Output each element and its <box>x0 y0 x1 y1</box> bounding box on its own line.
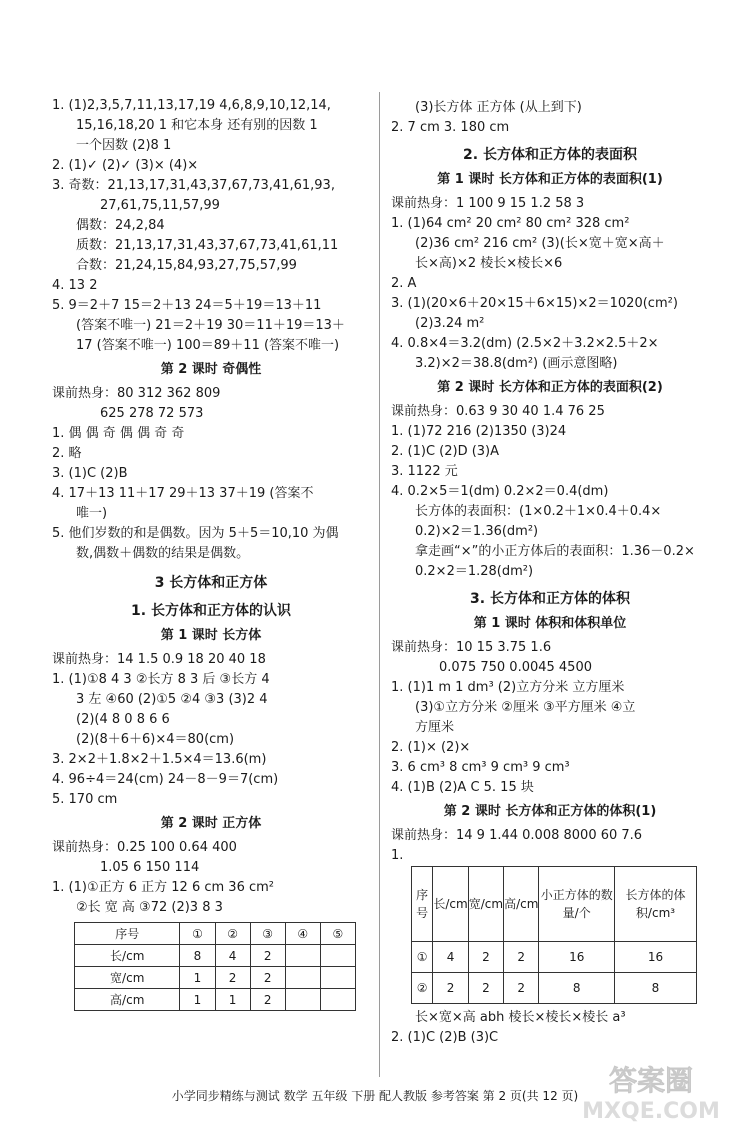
answer-line: 2. (1)C (2)D (3)A <box>391 444 500 459</box>
table-cell: 2 <box>504 942 539 973</box>
watermark-line1: 答案圈 <box>608 1064 694 1097</box>
answer-line: 3. 奇数：21,13,17,31,43,37,67,73,41,61,93, <box>52 178 335 193</box>
table-cell: 16 <box>615 942 697 973</box>
answer-line: 5. 9＝2＋7 15＝2＋13 24＝5＋19＝13＋11 <box>52 298 322 313</box>
table-cell: 1 <box>180 967 215 989</box>
answer-line: 3.2)×2＝38.8(dm²) (画示意图略) <box>415 356 618 371</box>
answer-line: 5. 170 cm <box>52 792 118 807</box>
answer-line: 课前热身：0.25 100 0.64 400 <box>52 840 237 855</box>
subsection-title-surface-area: 2. 长方体和正方体的表面积 <box>463 147 637 163</box>
answer-line: 长×高)×2 棱长×棱长×6 <box>415 256 563 271</box>
table-cell: 2 <box>504 973 539 1004</box>
right-top-answers <box>391 98 709 138</box>
table-header-cell: 宽/cm <box>468 867 503 942</box>
answer-line: 方厘米 <box>415 720 455 735</box>
table-header-cell: 长方体的体积/cm³ <box>615 867 697 942</box>
answer-line: 2. 7 cm 3. 180 cm <box>391 120 510 135</box>
answer-line: 质数：21,13,17,31,43,37,67,73,41,61,11 <box>76 238 339 253</box>
table-header-cell: ⑤ <box>320 923 355 945</box>
answer-line: 0.2×2＝1.28(dm²) <box>415 564 534 579</box>
cube-dimension-table <box>74 922 356 1011</box>
answer-line: (答案不唯一) 21＝2＋19 30＝11＋19＝13＋ <box>76 318 345 333</box>
left-column <box>52 96 370 1015</box>
answer-line: 课前热身：10 15 3.75 1.6 <box>391 640 552 655</box>
watermark-line2: MXQE.COM <box>582 1099 720 1124</box>
table-cell: 高/cm <box>75 989 180 1011</box>
section-title-cube: 第 2 课时 正方体 <box>160 816 262 831</box>
subsection-title-volume: 3. 长方体和正方体的体积 <box>470 591 630 607</box>
formula-answers <box>391 1008 709 1048</box>
table-cell: 长/cm <box>75 945 180 967</box>
answer-line: 1. (1)64 cm² 20 cm² 80 cm² 328 cm² <box>391 216 630 231</box>
table-header-cell: ④ <box>285 923 320 945</box>
table-header-cell: ① <box>180 923 215 945</box>
section-title-area-2: 第 2 课时 长方体和正方体的表面积(2) <box>437 380 663 395</box>
table-header-row <box>412 867 697 942</box>
answer-line: 课前热身：1 100 9 15 1.2 58 3 <box>391 196 585 211</box>
answer-line: 课前热身：14 1.5 0.9 18 20 40 18 <box>52 652 266 667</box>
answer-line: 4. 17＋13 11＋17 29＋13 37＋19 (答案不 <box>52 486 314 501</box>
answer-line: 1. (1)72 216 (2)1350 (3)24 <box>391 424 567 439</box>
cube-answers <box>52 838 370 918</box>
answer-line: 3. 2×2＋1.8×2＋1.5×4＝13.6(m) <box>52 752 267 767</box>
answer-line: 1. (1)①8 4 3 ②长方 8 3 后 ③长方 4 <box>52 672 270 687</box>
answer-line: 1. <box>391 848 404 863</box>
column-divider <box>379 92 380 1077</box>
answer-line: 1. 偶 偶 奇 偶 偶 奇 奇 <box>52 426 185 441</box>
answer-line: 4. 13 2 <box>52 278 98 293</box>
table-header-cell: 高/cm <box>504 867 539 942</box>
section-title-volume-2: 第 2 课时 长方体和正方体的体积(1) <box>443 804 657 819</box>
parity-answers <box>52 384 370 564</box>
table-header-cell: ③ <box>250 923 285 945</box>
table-cell <box>285 945 320 967</box>
answer-line: 625 278 72 573 <box>100 406 204 421</box>
table-header-cell: 序号 <box>412 867 433 942</box>
table-row <box>75 945 356 967</box>
answer-line: 27,61,75,11,57,99 <box>100 198 220 213</box>
table-cell: 2 <box>250 967 285 989</box>
table-cell: 4 <box>215 945 250 967</box>
area1-answers <box>391 194 709 374</box>
answer-line: 4. (1)B (2)A C 5. 15 块 <box>391 780 534 795</box>
answer-line: 3 左 ④60 (2)①5 ②4 ③3 (3)2 4 <box>76 692 268 707</box>
answer-line: (3)①立方分米 ②厘米 ③平方厘米 ④立 <box>415 700 636 715</box>
answer-line: 17 (答案不唯一) 100＝89＋11 (答案不唯一) <box>76 338 340 353</box>
answer-line: (2)(8＋6＋6)×4＝80(cm) <box>76 732 235 747</box>
chapter-title: 3 长方体和正方体 <box>154 575 268 591</box>
area2-answers <box>391 402 709 582</box>
answer-line: (2)(4 8 0 8 6 6 <box>76 712 170 727</box>
answer-line: (3)长方体 正方体 (从上到下) <box>415 100 582 115</box>
table-cell <box>320 989 355 1011</box>
table-cell: 1 <box>215 989 250 1011</box>
section-title-cuboid: 第 1 课时 长方体 <box>160 628 262 643</box>
volume-table <box>411 866 697 1004</box>
answer-line: 3. 6 cm³ 8 cm³ 9 cm³ 9 cm³ <box>391 760 570 775</box>
table-cell: 16 <box>539 942 615 973</box>
answer-line: 0.075 750 0.0045 4500 <box>439 660 592 675</box>
table-cell <box>285 967 320 989</box>
table-cell: 宽/cm <box>75 967 180 989</box>
table-header-cell: 长/cm <box>433 867 468 942</box>
answer-line: 2. (1)× (2)× <box>391 740 471 755</box>
table-cell <box>285 989 320 1011</box>
table-cell: 2 <box>250 989 285 1011</box>
section-title-parity: 第 2 课时 奇偶性 <box>160 362 262 377</box>
answer-line: 拿走画“×”的小正方体后的表面积：1.36－0.2× <box>415 544 695 559</box>
table-header-cell: ② <box>215 923 250 945</box>
answer-line: 数,偶数＋偶数的结果是偶数。 <box>76 546 250 561</box>
answer-line: 2. A <box>391 276 417 291</box>
table-row <box>412 942 697 973</box>
table-header-row <box>75 923 356 945</box>
table-cell: 1 <box>180 989 215 1011</box>
right-column <box>391 98 709 1048</box>
answer-line: 课前热身：80 312 362 809 <box>52 386 221 401</box>
answer-line: ②长 宽 高 ③72 (2)3 8 3 <box>76 900 223 915</box>
answer-line: (2)36 cm² 216 cm² (3)(长×宽＋宽×高＋ <box>415 236 665 251</box>
table-row <box>412 973 697 1004</box>
answer-line: (2)3.24 m² <box>415 316 485 331</box>
table-cell: 2 <box>433 973 468 1004</box>
subsection-title-recognition: 1. 长方体和正方体的认识 <box>131 603 291 619</box>
vol1-answers <box>391 638 709 798</box>
answer-line: 1. (1)①正方 6 正方 12 6 cm 36 cm² <box>52 880 274 895</box>
left-top-answers <box>52 96 370 356</box>
vol2-answers <box>391 826 709 866</box>
watermark-logo <box>556 1060 746 1124</box>
table-cell: 2 <box>468 942 503 973</box>
table-cell: ② <box>412 973 433 1004</box>
answer-line: 2. 略 <box>52 446 82 461</box>
table-cell: 2 <box>215 967 250 989</box>
answer-line: 3. (1)C (2)B <box>52 466 128 481</box>
page-footer: 小学同步精练与测试 数学 五年级 下册 配人教版 参考答案 第 2 页(共 12 页) <box>171 1089 579 1103</box>
answer-line: 3. 1122 元 <box>391 464 458 479</box>
answer-line: 偶数：24,2,84 <box>76 218 165 233</box>
answer-line: 0.2)×2＝1.36(dm²) <box>415 524 539 539</box>
answer-line: 4. 0.8×4＝3.2(dm) (2.5×2＋3.2×2.5＋2× <box>391 336 659 351</box>
answer-line: 合数：21,24,15,84,93,27,75,57,99 <box>76 258 297 273</box>
answer-line: 3. (1)(20×6＋20×15＋6×15)×2＝1020(cm²) <box>391 296 678 311</box>
answer-line: 4. 96÷4＝24(cm) 24－8－9＝7(cm) <box>52 772 279 787</box>
answer-line: 课前热身：14 9 1.44 0.008 8000 60 7.6 <box>391 828 643 843</box>
answer-line: 1. (1)2,3,5,7,11,13,17,19 4,6,8,9,10,12,14, <box>52 98 331 113</box>
section-title-area-1: 第 1 课时 长方体和正方体的表面积(1) <box>437 172 663 187</box>
table-cell <box>320 945 355 967</box>
table-cell: 2 <box>468 973 503 1004</box>
answer-line: 5. 他们岁数的和是偶数。因为 5＋5＝10,10 为偶 <box>52 526 339 541</box>
answer-line: 一个因数 (2)8 1 <box>76 138 172 153</box>
table-cell: 8 <box>180 945 215 967</box>
table-row <box>75 989 356 1011</box>
answer-line: 课前热身：0.63 9 30 40 1.4 76 25 <box>391 404 605 419</box>
table-cell: 4 <box>433 942 468 973</box>
table-header-cell: 序号 <box>75 923 180 945</box>
table-cell <box>320 967 355 989</box>
table-row <box>75 967 356 989</box>
answer-line: 1.05 6 150 114 <box>100 860 200 875</box>
answer-line: 唯一) <box>76 506 108 521</box>
table-cell: 8 <box>539 973 615 1004</box>
table-cell: 2 <box>250 945 285 967</box>
answer-line: 2. (1)C (2)B (3)C <box>391 1030 499 1045</box>
answer-line: 15,16,18,20 1 和它本身 还有别的因数 1 <box>76 118 318 133</box>
section-title-volume-1: 第 1 课时 体积和体积单位 <box>473 616 627 631</box>
answer-line: 长方体的表面积：(1×0.2＋1×0.4＋0.4× <box>415 504 662 519</box>
answer-line: 4. 0.2×5＝1(dm) 0.2×2＝0.4(dm) <box>391 484 609 499</box>
table-cell: 8 <box>615 973 697 1004</box>
table-header-cell: 小正方体的数量/个 <box>539 867 615 942</box>
answer-line: 长×宽×高 abh 棱长×棱长×棱长 a³ <box>415 1010 626 1025</box>
table-cell: ① <box>412 942 433 973</box>
cuboid-answers <box>52 650 370 810</box>
answer-line: 2. (1)✓ (2)✓ (3)× (4)× <box>52 158 199 173</box>
answer-line: 1. (1)1 m 1 dm³ (2)立方分米 立方厘米 <box>391 680 625 695</box>
